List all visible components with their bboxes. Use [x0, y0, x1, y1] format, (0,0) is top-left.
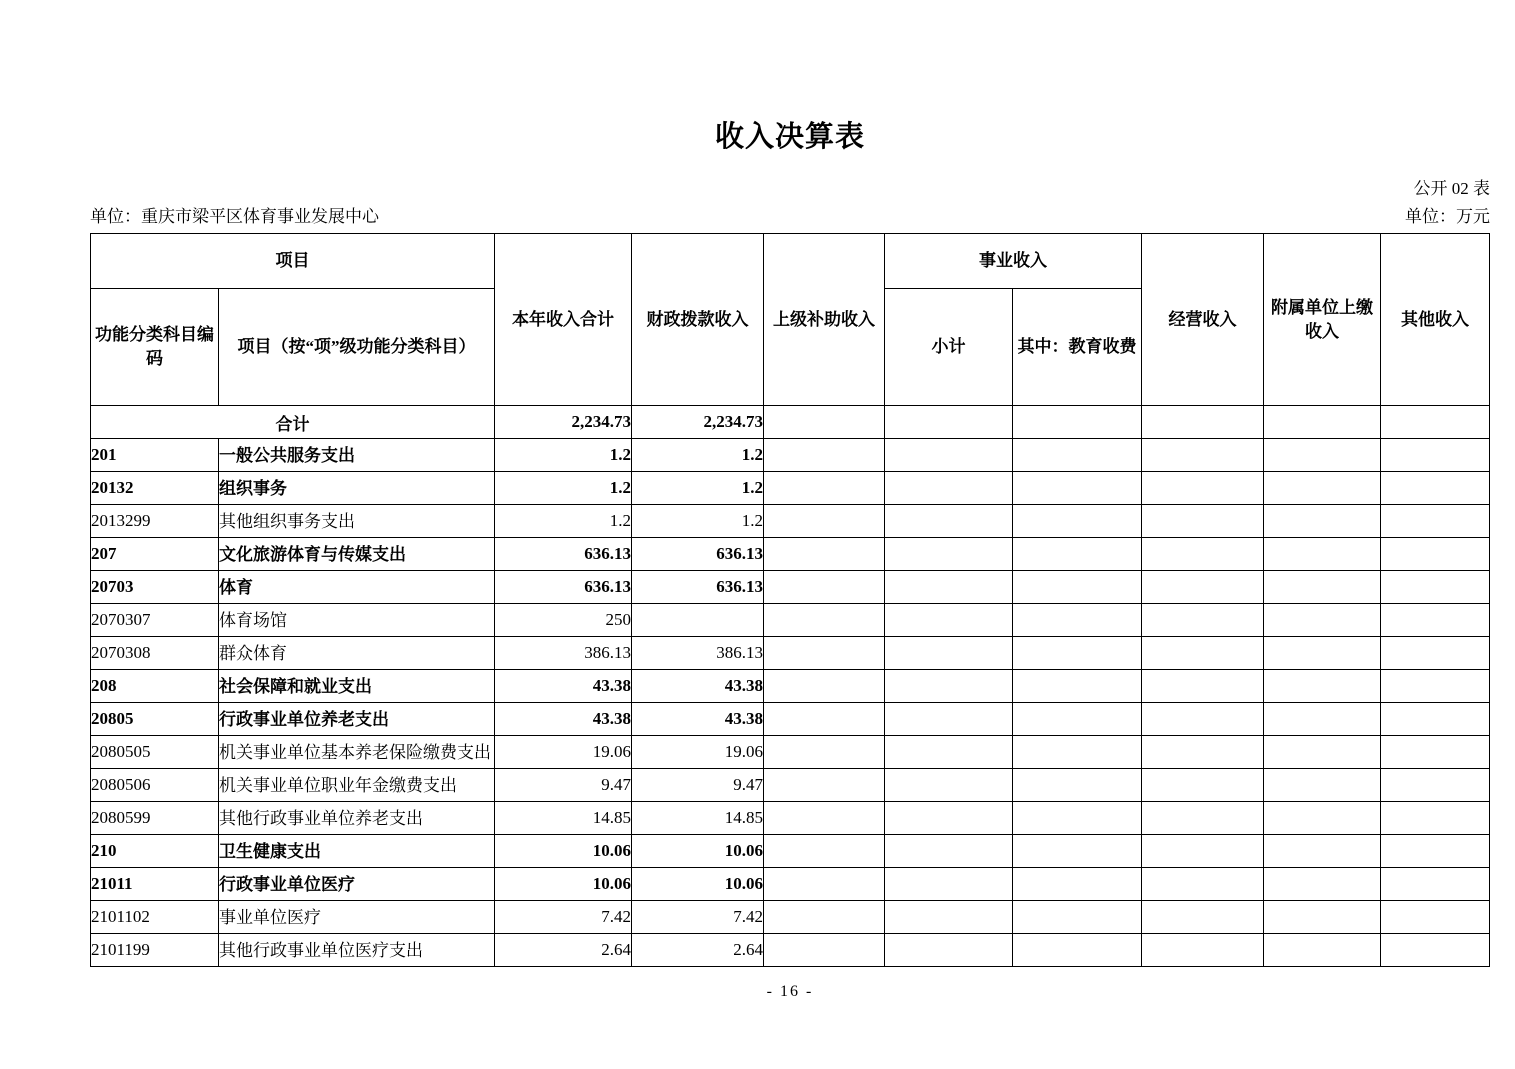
header-superior-subsidy: 上级补助收入 — [764, 234, 885, 406]
row-code-cell: 207 — [91, 538, 219, 571]
row-fiscal-cell: 10.06 — [632, 835, 764, 868]
page-title: 收入决算表 — [714, 121, 865, 153]
row-education-cell — [1013, 505, 1142, 538]
row-operating-cell — [1142, 736, 1264, 769]
table-row — [91, 637, 1490, 670]
row-name-cell: 其他行政事业单位医疗支出 — [219, 934, 495, 967]
row-total-cell: 19.06 — [495, 736, 632, 769]
row-total-cell: 10.06 — [495, 835, 632, 868]
row-operating-cell — [1142, 934, 1264, 967]
table-row — [91, 868, 1490, 901]
row-code-cell: 2101199 — [91, 934, 219, 967]
row-name-cell: 卫生健康支出 — [219, 835, 495, 868]
row-operating-cell — [1142, 538, 1264, 571]
table-row — [91, 505, 1490, 538]
row-name-cell: 合计 — [91, 406, 495, 439]
row-superior-cell — [764, 472, 885, 505]
table-row — [91, 835, 1490, 868]
row-fiscal-cell: 1.2 — [632, 472, 764, 505]
row-name-cell: 社会保障和就业支出 — [219, 670, 495, 703]
row-total-cell: 2.64 — [495, 934, 632, 967]
row-code-cell: 201 — [91, 439, 219, 472]
row-superior-cell — [764, 571, 885, 604]
row-subtotal-cell — [885, 868, 1013, 901]
table-row — [91, 736, 1490, 769]
row-affiliated-cell — [1264, 637, 1381, 670]
page-number: - 16 - — [766, 983, 814, 1000]
row-total-cell: 43.38 — [495, 703, 632, 736]
table-row — [91, 703, 1490, 736]
row-other-cell — [1381, 670, 1490, 703]
row-operating-cell — [1142, 670, 1264, 703]
table-row — [91, 571, 1490, 604]
row-affiliated-cell — [1264, 604, 1381, 637]
row-affiliated-cell — [1264, 571, 1381, 604]
row-superior-cell — [764, 835, 885, 868]
header-affiliated-income: 附属单位上缴收入 — [1264, 234, 1381, 406]
row-code-cell: 2080505 — [91, 736, 219, 769]
row-education-cell — [1013, 934, 1142, 967]
row-operating-cell — [1142, 835, 1264, 868]
row-education-cell — [1013, 736, 1142, 769]
row-superior-cell — [764, 439, 885, 472]
row-affiliated-cell — [1264, 802, 1381, 835]
row-education-cell — [1013, 703, 1142, 736]
row-other-cell — [1381, 604, 1490, 637]
row-superior-cell — [764, 538, 885, 571]
header-project-group: 项目 — [91, 234, 495, 289]
row-superior-cell — [764, 703, 885, 736]
row-education-cell — [1013, 901, 1142, 934]
row-code-cell: 2080599 — [91, 802, 219, 835]
row-subtotal-cell — [885, 769, 1013, 802]
table-row — [91, 901, 1490, 934]
table-row — [91, 472, 1490, 505]
row-subtotal-cell — [885, 505, 1013, 538]
row-total-cell: 386.13 — [495, 637, 632, 670]
row-education-cell — [1013, 802, 1142, 835]
row-operating-cell — [1142, 406, 1264, 439]
row-fiscal-cell: 636.13 — [632, 538, 764, 571]
row-total-cell: 2,234.73 — [495, 406, 632, 439]
row-subtotal-cell — [885, 538, 1013, 571]
row-total-cell: 10.06 — [495, 868, 632, 901]
row-total-cell: 14.85 — [495, 802, 632, 835]
table-row — [91, 538, 1490, 571]
row-other-cell — [1381, 538, 1490, 571]
row-other-cell — [1381, 406, 1490, 439]
document-content — [90, 0, 1490, 1002]
row-fiscal-cell — [632, 604, 764, 637]
row-education-cell — [1013, 472, 1142, 505]
row-total-cell: 1.2 — [495, 439, 632, 472]
row-operating-cell — [1142, 703, 1264, 736]
row-code-cell: 2080506 — [91, 769, 219, 802]
header-year-total: 本年收入合计 — [495, 234, 632, 406]
row-education-cell — [1013, 868, 1142, 901]
row-subtotal-cell — [885, 439, 1013, 472]
row-other-cell — [1381, 835, 1490, 868]
row-other-cell — [1381, 934, 1490, 967]
meta-row — [90, 206, 1490, 228]
row-code-cell: 20703 — [91, 571, 219, 604]
row-superior-cell — [764, 736, 885, 769]
row-code-cell: 21011 — [91, 868, 219, 901]
row-affiliated-cell — [1264, 934, 1381, 967]
row-fiscal-cell: 43.38 — [632, 670, 764, 703]
row-other-cell — [1381, 736, 1490, 769]
header-business-subtotal: 小计 — [885, 289, 1013, 406]
row-affiliated-cell — [1264, 736, 1381, 769]
row-subtotal-cell — [885, 637, 1013, 670]
row-subtotal-cell — [885, 835, 1013, 868]
row-fiscal-cell: 43.38 — [632, 703, 764, 736]
row-other-cell — [1381, 505, 1490, 538]
header-business-income-group: 事业收入 — [885, 234, 1142, 289]
row-operating-cell — [1142, 901, 1264, 934]
table-row — [91, 604, 1490, 637]
row-superior-cell — [764, 934, 885, 967]
row-education-cell — [1013, 670, 1142, 703]
row-affiliated-cell — [1264, 835, 1381, 868]
row-superior-cell — [764, 802, 885, 835]
row-name-cell: 其他组织事务支出 — [219, 505, 495, 538]
row-operating-cell — [1142, 571, 1264, 604]
row-fiscal-cell: 1.2 — [632, 439, 764, 472]
row-superior-cell — [764, 637, 885, 670]
row-code-cell: 20132 — [91, 472, 219, 505]
row-subtotal-cell — [885, 736, 1013, 769]
row-fiscal-cell: 19.06 — [632, 736, 764, 769]
row-fiscal-cell: 14.85 — [632, 802, 764, 835]
row-other-cell — [1381, 472, 1490, 505]
row-subtotal-cell — [885, 802, 1013, 835]
row-operating-cell — [1142, 637, 1264, 670]
row-code-cell: 2070308 — [91, 637, 219, 670]
row-affiliated-cell — [1264, 505, 1381, 538]
row-operating-cell — [1142, 472, 1264, 505]
row-subtotal-cell — [885, 934, 1013, 967]
row-subtotal-cell — [885, 703, 1013, 736]
row-education-cell — [1013, 769, 1142, 802]
row-affiliated-cell — [1264, 472, 1381, 505]
row-superior-cell — [764, 901, 885, 934]
row-operating-cell — [1142, 505, 1264, 538]
row-operating-cell — [1142, 604, 1264, 637]
row-superior-cell — [764, 604, 885, 637]
row-fiscal-cell: 386.13 — [632, 637, 764, 670]
row-superior-cell — [764, 670, 885, 703]
row-code-cell: 2070307 — [91, 604, 219, 637]
row-superior-cell — [764, 406, 885, 439]
row-operating-cell — [1142, 868, 1264, 901]
header-education-fee: 其中：教育收费 — [1013, 289, 1142, 406]
row-superior-cell — [764, 769, 885, 802]
row-education-cell — [1013, 439, 1142, 472]
row-operating-cell — [1142, 769, 1264, 802]
row-affiliated-cell — [1264, 670, 1381, 703]
row-education-cell — [1013, 571, 1142, 604]
row-subtotal-cell — [885, 472, 1013, 505]
row-fiscal-cell: 9.47 — [632, 769, 764, 802]
row-education-cell — [1013, 637, 1142, 670]
row-other-cell — [1381, 802, 1490, 835]
unit-name-label: 单位：重庆市梁平区体育事业发展中心 — [90, 207, 379, 226]
row-name-cell: 其他行政事业单位养老支出 — [219, 802, 495, 835]
row-total-cell: 9.47 — [495, 769, 632, 802]
header-function-code: 功能分类科目编码 — [91, 289, 219, 406]
row-affiliated-cell — [1264, 868, 1381, 901]
row-other-cell — [1381, 901, 1490, 934]
row-code-cell: 208 — [91, 670, 219, 703]
header-other-income: 其他收入 — [1381, 234, 1490, 406]
row-name-cell: 群众体育 — [219, 637, 495, 670]
row-other-cell — [1381, 571, 1490, 604]
table-number: 公开 02 表 — [1413, 179, 1490, 198]
row-fiscal-cell: 7.42 — [632, 901, 764, 934]
header-fiscal-appropriation: 财政拨款收入 — [632, 234, 764, 406]
row-total-cell: 636.13 — [495, 538, 632, 571]
row-name-cell: 文化旅游体育与传媒支出 — [219, 538, 495, 571]
unit-measure-label: 单位：万元 — [1405, 207, 1490, 226]
row-name-cell: 事业单位医疗 — [219, 901, 495, 934]
row-fiscal-cell: 2,234.73 — [632, 406, 764, 439]
row-code-cell: 210 — [91, 835, 219, 868]
row-total-cell: 250 — [495, 604, 632, 637]
row-name-cell: 机关事业单位基本养老保险缴费支出 — [219, 736, 495, 769]
row-name-cell: 体育场馆 — [219, 604, 495, 637]
row-affiliated-cell — [1264, 406, 1381, 439]
row-name-cell: 一般公共服务支出 — [219, 439, 495, 472]
row-other-cell — [1381, 868, 1490, 901]
row-subtotal-cell — [885, 604, 1013, 637]
row-affiliated-cell — [1264, 703, 1381, 736]
revenue-table — [90, 233, 1490, 967]
row-subtotal-cell — [885, 571, 1013, 604]
row-operating-cell — [1142, 802, 1264, 835]
table-row — [91, 439, 1490, 472]
row-other-cell — [1381, 769, 1490, 802]
row-other-cell — [1381, 439, 1490, 472]
row-education-cell — [1013, 538, 1142, 571]
row-total-cell: 43.38 — [495, 670, 632, 703]
table-row — [91, 802, 1490, 835]
row-subtotal-cell — [885, 670, 1013, 703]
row-other-cell — [1381, 637, 1490, 670]
row-code-cell: 2101102 — [91, 901, 219, 934]
row-subtotal-cell — [885, 901, 1013, 934]
row-education-cell — [1013, 406, 1142, 439]
row-fiscal-cell: 1.2 — [632, 505, 764, 538]
row-other-cell — [1381, 703, 1490, 736]
row-code-cell: 2013299 — [91, 505, 219, 538]
row-code-cell: 20805 — [91, 703, 219, 736]
row-name-cell: 机关事业单位职业年金缴费支出 — [219, 769, 495, 802]
row-total-cell: 1.2 — [495, 472, 632, 505]
row-subtotal-cell — [885, 406, 1013, 439]
row-affiliated-cell — [1264, 538, 1381, 571]
row-operating-cell — [1142, 439, 1264, 472]
table-row — [91, 406, 1490, 439]
row-total-cell: 636.13 — [495, 571, 632, 604]
row-affiliated-cell — [1264, 901, 1381, 934]
row-total-cell: 1.2 — [495, 505, 632, 538]
row-superior-cell — [764, 505, 885, 538]
row-affiliated-cell — [1264, 439, 1381, 472]
row-affiliated-cell — [1264, 769, 1381, 802]
row-education-cell — [1013, 835, 1142, 868]
table-row — [91, 934, 1490, 967]
table-row — [91, 670, 1490, 703]
row-fiscal-cell: 10.06 — [632, 868, 764, 901]
row-name-cell: 行政事业单位医疗 — [219, 868, 495, 901]
header-item-name: 项目（按“项”级功能分类科目） — [219, 289, 495, 406]
row-superior-cell — [764, 868, 885, 901]
row-name-cell: 行政事业单位养老支出 — [219, 703, 495, 736]
header-operating-income: 经营收入 — [1142, 234, 1264, 406]
row-education-cell — [1013, 604, 1142, 637]
row-name-cell: 组织事务 — [219, 472, 495, 505]
row-fiscal-cell: 2.64 — [632, 934, 764, 967]
row-name-cell: 体育 — [219, 571, 495, 604]
table-row — [91, 769, 1490, 802]
row-fiscal-cell: 636.13 — [632, 571, 764, 604]
row-total-cell: 7.42 — [495, 901, 632, 934]
